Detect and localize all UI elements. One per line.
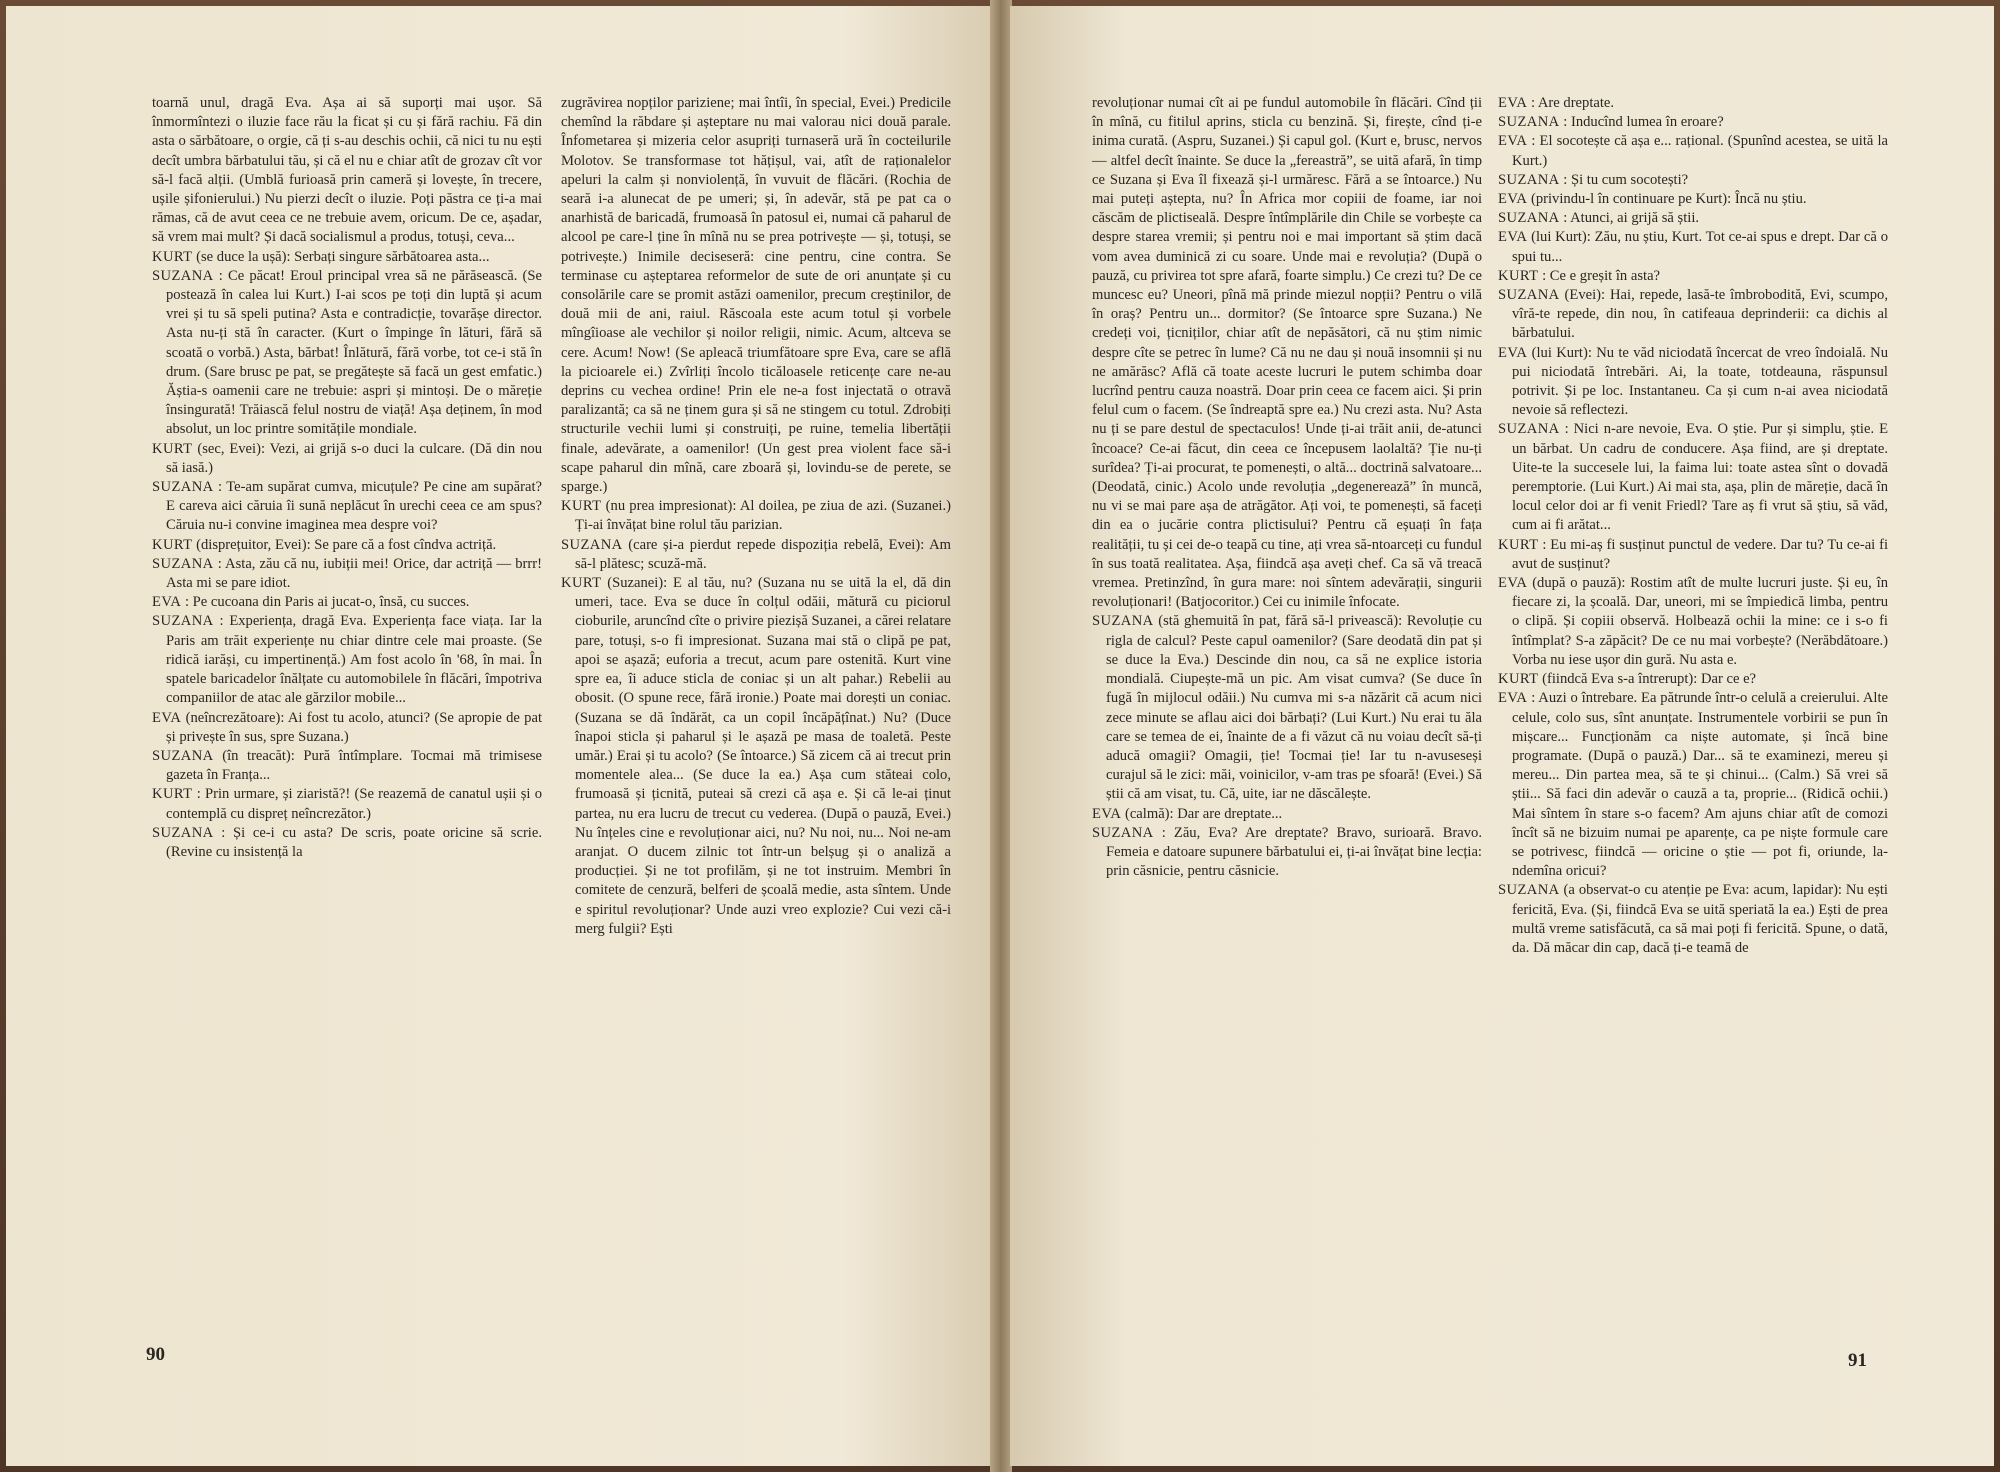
speaker-name: SUZANA (152, 613, 214, 630)
page-number-left: 90 (146, 1344, 165, 1365)
dialogue-paragraph (152, 536, 542, 555)
dialogue-text: : Auzi o întrebare. Ea pătrunde într-o celulă a creierului. Alte celule, colo sus, sînt anunțate. Instrumentele vorbirii se pun în mișcare... Funcționăm ca niște automate, și încă bine programate. (După o pauză.) Dar... să te examinezi, mereu și mereu... Din partea mea, să te și chinui... (Calm.) Să vrei să știi... Să faci din adevăr o cauză a ta, proprie... (Ridică ochii.) Mai sîntem în stare s-o facem? Am ajuns chiar atît de comozi încît să ne bizuim numai pe aparențe, ca pe niște formule care se potrivesc, fiindcă — oricine o știe — pot fi, oriunde, la-ndemîna oricui? (1512, 690, 1888, 880)
dialogue-paragraph (152, 709, 542, 747)
speaker-name: EVA (152, 709, 182, 726)
dialogue-text: : Ce e greșit în asta? (1542, 267, 1661, 284)
dialogue-text: (Suzanei): E al tău, nu? (Suzana nu se uită la el, dă din umeri, tace. Eva se duce în colțul odăii, mătură cu piciorul cioburile, aruncînd cîte o privire piezișă Suzanei, a cărei relatare pare, totuși, s-o fi impresionat. Suzana mai stă o clipă pe pat, apoi se așază; euforia a trecut, acum pare ostenită. Kurt vine spre ea, îi aduce sticla de coniac și un alt pahar.) Rebelii au obosit. (O spune rece, fără ironie.) Poate mai dorești un coniac. (Suzana se dă îndărăt, ca un copil încăpățînat.) Nu? (Duce înapoi sticla și paharul și le așază pe masa de toaletă. Peste umăr.) Erai și tu acolo? (Se întoarce.) Să zicem că ai trecut prin momentele alea... (Se duce la ea.) Așa cum stăteai colo, frumoasă și țicnită, puteai să crezi că așa e. Și că le-ai ținut partea, nu era lucru de trecut cu vederea. (După o pauză, Evei.) Nu înțeles cine e revoluționar aici, nu? Nu noi, nu... Noi ne-am aranjat. O ducem zilnic tot într-un belșug și o analiză a producției. Și ne tot profilăm, și ne tot instruim. Membri în comitete de cenzură, belferi de școală medie, asta sîntem. Unde e spiritul revoluționar? Unde auzi vreo explozie? Cui vezi că-i merg fulgii? Ești (575, 575, 951, 937)
speaker-name: EVA (1498, 191, 1528, 208)
left-page-column-1 (152, 94, 542, 862)
speaker-name: EVA (1498, 344, 1528, 361)
dialogue-text: : Pe cucoana din Paris ai jucat-o, însă, cu succes. (184, 594, 470, 611)
dialogue-paragraph (152, 612, 542, 708)
dialogue-paragraph (152, 555, 542, 593)
speaker-name: EVA (1498, 133, 1528, 150)
speaker-name: SUZANA (1498, 287, 1560, 304)
dialogue-text: : Zău, Eva? Are dreptate? Bravo, surioară. Bravo. Femeia e datoare supunere bărbatului ei, ți-ai învățat bine lecția: prin căsnicie, pentru căsnicie. (1106, 824, 1483, 880)
dialogue-text: : Prin urmare, și ziaristă?! (Se reazemă de canatul ușii și o contemplă cu dispreț neîncrezător.) (166, 786, 542, 822)
speaker-name: SUZANA (561, 536, 623, 553)
dialogue-paragraph (561, 536, 951, 574)
speaker-name: KURT (1498, 267, 1539, 284)
dialogue-text: revoluționar numai cît ai pe fundul automobile în flăcări. Cînd ții în mînă, cu fitilul aprins, sticla cu benzină. Și, firește, cînd ți-e inima curată. (Aspru, Suzanei.) Și capul gol. (Kurt e, brusc, nervos — altfel decît înainte. Se duce la „fereastră”, se uită afară, în timp ce Suzana și Eva îl fixează și-l urmăresc. Fără a se întoarce.) Nu mai puteți aștepta, nu? În Africa mor copiii de foame, iar noi căscăm de plictiseală. Despre întîmplările din Chile se vorbește ca despre starea vremii; și pentru noi e mai important să știm dacă vom avea duminică zi cu soare. Unde mai e revoluția? (După o pauză, cu privirea tot spre afară, foarte simplu.) Ce crezi tu? De ce muncesc eu? Uneori, pînă mă prinde miezul nopții? Pentru o vilă în oraș? Pentru un... dormitor? (Se întoarce spre Suzana.) Ne credeți voi, țicniților, chiar atît de nepăsători, că nu știm nimic despre cîte se petrec în lume? Că nu ne dau și nouă insomnii și nu ne amărăsc? Află că toate aceste lucruri le putem schimba doar lucrînd pentru cauza noastră. Doar prin ceea ce facem aici. Și prin felul cum o facem. (Se îndreaptă spre ea.) Nu crezi asta. Nu? Asta nu ți se pare destul de spectaculos! Unde ți-ai trăit anii, de-atunci încoace? Ce-ai făcut, din ceea ce începusem laolaltă? Ție nu-ți surîdea? Ți-ai procurat, te pomenești, o altă... doctrină salvatoare... (Deodată, cinic.) Acolo unde revoluția „degenerează” în muncă, nu vi se mai pare așa de atrăgător. Ați voi, te pomenești, să faceți din ea o jucărie contra plictisului? Pentru că eșuați în fața realității, tu și cei de-o teapă cu tine, ați vrea să-ntoarceți cu fundul în sus toată realitatea. Așa, fiindcă așa aveți chef. Ca să vă treacă vremea. Pretinzînd, în gura mare: noi sîntem adevărații, singurii revoluționari! (Batjocoritor.) Cei cu inimile înfocate. (1092, 95, 1482, 611)
dialogue-paragraph (152, 785, 542, 823)
speaker-name: KURT (561, 575, 602, 592)
dialogue-text: : Are dreptate. (1530, 95, 1615, 111)
dialogue-text: : Ce păcat! Eroul principal vrea să ne părăsească. (Se postează în calea lui Kurt.) I-ai scos pe toți din luptă și acum vrei și tu să speli putina? Asta e contradicție, tovarășe director. Asta nu-ți stă în caracter. (Kurt o împinge în lături, fără să scoată o vorbă.) Asta, bărbat! Înlătură, fără vorbe, tot ce-i stă în drum. (Sare brusc pe pat, se pregătește să facă un gest emfatic.) Ăștia-s oamenii care ne trebuie: aspri și mintoși. De o măreție însingurată! Trăiască felul nostru de viață! Așa deținem, în mod absolut, un loc printre somitățile mondiale. (166, 267, 542, 438)
dialogue-paragraph (1092, 94, 1482, 612)
dialogue-text: zugrăvirea nopților pariziene; mai întîi, în special, Evei.) Predicile chemînd la răbdare și așteptare nu mai valorau nici două parale. Înfometarea și mizeria celor asupriți turnaseră ură în cocteilurile Molotov. Se transformase tot hățișul, vai, atît de raționalelor apeluri la calm și nonviolență, în vuvuit de flăcări. (Rochia de seară i-a alunecat de pe umeri; și, în adevăr, stă pe pat ca o anarhistă de baricadă, frumoasă în patosul ei, numai că paharul de alcool pe care-l ține în mînă nu se prea potrivește — și, totuși, se potrivește.) Inimile deciseseră: cine pentru, cine contra. Se terminase cu așteptarea reformelor de sute de ori anunțate și cu consolările care se promit astăzi oamenilor, precum creștinilor, de două mii de ani, raiul. Răscoala este acum totul și vorbele mîngîioase ale vechilor și noilor religii, nimic. Acum, altceva se cere. Acum! Now! (Se apleacă triumfătoare spre Eva, care se află la picioarele ei.) Zvîrliți încolo ticăloasele reticențe care ne-au deprins cu vechea ordine! Prin ele ne-a fost injectată o otravă paralizantă; ca să ne ținem gura și să ne stingem cu totul. Zdrobiți structurile vechii lumi și construiți, pe ruine, temelia libertății finale, adevărate, a oamenilor! (Un gest prea violent face să-i scape paharul din mînă, care zboară și, lovindu-se de perete, se sparge.) (561, 95, 951, 496)
dialogue-paragraph (1498, 228, 1888, 266)
speaker-name: SUZANA (152, 479, 214, 496)
dialogue-text: : Asta, zău că nu, iubiții mei! Orice, dar actriță — brrr! Asta mi se pare idiot. (166, 555, 542, 592)
dialogue-text: (nu prea impresionat): Al doilea, pe ziua de azi. (Suzanei.) Ți-ai învățat bine rolul tău parizian. (575, 498, 951, 534)
dialogue-paragraph (152, 747, 542, 785)
dialogue-text: (după o pauză): Rostim atît de multe lucruri juste. Și eu, în fiecare zi, la școală. Dar, uneori, mi se împiedică limba, pentru o clipă. Și copiii observă. Holbează ochii la mine: ce i s-o fi întîmplat? S-a zăpăcit? De ce nu mai vorbește? (Nerăbdătoare.) Vorba nu iese ușor din gură. Nu asta e. (1512, 575, 1888, 668)
dialogue-paragraph (1498, 113, 1888, 132)
dialogue-paragraph (1498, 420, 1888, 535)
dialogue-paragraph (1498, 670, 1888, 689)
dialogue-text: (calmă): Dar are dreptate... (1124, 805, 1283, 822)
dialogue-paragraph (1498, 344, 1888, 421)
dialogue-paragraph (561, 94, 951, 497)
speaker-name: EVA (1498, 575, 1528, 592)
right-page-column-1 (1092, 94, 1482, 881)
dialogue-paragraph (152, 440, 542, 478)
speaker-name: EVA (1498, 229, 1528, 246)
dialogue-paragraph (1498, 209, 1888, 228)
speaker-name: EVA (152, 594, 182, 611)
dialogue-text: toarnă unul, dragă Eva. Așa ai să suporți mai ușor. Să înmormîntezi o iluzie face rău la ficat și cu și fără rachiu. Fă din asta o sărbătoare, o orgie, că ți s-au deschis ochii, că nici tu nu ești decît umbra bărbatului tău, și că el nu e chiar atît de grozav cît vor să-l facă alții. (Umblă furioasă prin cameră și lovește, în trecere, ușile șifonierului.) Nu pierzi decît o iluzie. Poți păstra ce ți-a mai rămas, că de avut ceea ce ne trebuie avem, oricum. De ce, așadar, să vrem mai mult? Și dacă socialismul a produs, totuși, ceva... (152, 95, 542, 246)
speaker-name: SUZANA (1498, 210, 1560, 227)
dialogue-paragraph (1498, 574, 1888, 670)
dialogue-paragraph (1498, 689, 1888, 881)
speaker-name: EVA (1498, 95, 1528, 111)
left-page (6, 6, 992, 1466)
dialogue-paragraph (1498, 286, 1888, 344)
speaker-name: SUZANA (152, 747, 214, 764)
speaker-name: SUZANA (152, 555, 214, 572)
speaker-name: SUZANA (1498, 421, 1560, 438)
speaker-name: EVA (1498, 690, 1528, 707)
dialogue-paragraph (1498, 171, 1888, 190)
dialogue-paragraph (152, 94, 542, 248)
dialogue-text: (fiindcă Eva s-a întrerupt): Dar ce e? (1542, 671, 1757, 688)
dialogue-paragraph (1498, 536, 1888, 574)
dialogue-paragraph (152, 824, 542, 862)
speaker-name: KURT (1498, 536, 1539, 553)
speaker-name: KURT (152, 536, 193, 553)
dialogue-text: (sec, Evei): Vezi, ai grijă s-o duci la culcare. (Dă din nou să iasă.) (166, 440, 542, 476)
speaker-name: KURT (152, 248, 193, 265)
speaker-name: SUZANA (1498, 114, 1560, 131)
speaker-name: SUZANA (152, 824, 214, 841)
dialogue-paragraph (152, 267, 542, 440)
dialogue-paragraph (1498, 190, 1888, 209)
dialogue-paragraph (1092, 805, 1482, 824)
speaker-name: EVA (1092, 805, 1122, 822)
speaker-name: SUZANA (1498, 882, 1560, 899)
dialogue-text: (care și-a pierdut repede dispoziția rebelă, Evei): Am să-l plătesc; scuză-mă. (575, 536, 951, 572)
speaker-name: KURT (152, 440, 193, 457)
dialogue-text: : Și ce-i cu asta? De scris, poate oricine să scrie. (Revine cu insistență la (166, 824, 542, 860)
dialogue-text: : Și tu cum socotești? (1563, 171, 1689, 188)
page-number-right: 91 (1848, 1350, 1867, 1371)
right-page-column-2 (1498, 94, 1888, 958)
dialogue-paragraph (1092, 612, 1482, 804)
dialogue-text: (disprețuitor, Evei): Se pare că a fost cîndva actriță. (196, 536, 497, 553)
dialogue-paragraph (1092, 824, 1482, 882)
speaker-name: KURT (152, 786, 193, 803)
speaker-name: KURT (1498, 671, 1539, 688)
dialogue-text: : Nici n-are nevoie, Eva. O știe. Pur și simplu, știe. E un bărbat. Un cadru de conducere. Așa fiind, are și dreptate. Uite-te la succesele lui, la faima lui: toate astea sînt o dovadă peremptorie. (Lui Kurt.) Ai mai sta, așa, plin de măreție, dacă în locul celor doi ar fi venit Friedl? Tare aș fi vrut să știu, să văd, cum ai fi arătat... (1512, 421, 1889, 534)
dialogue-paragraph (152, 478, 542, 536)
dialogue-text: (se duce la ușă): Serbați singure sărbătoarea asta... (196, 248, 490, 265)
dialogue-text: : Experiența, dragă Eva. Experiența face viața. Iar la Paris am trăit experiențe nu chiar dintre cele mai proaste. (Se ridică iarăși, cu impertinență.) Am fost acolo în '68, în mai. În spatele baricadelor înălțate cu automobilele în flăcări, împotriva companiilor de atac ale gărzilor mobile... (166, 613, 542, 707)
dialogue-paragraph (152, 593, 542, 612)
dialogue-text: (stă ghemuită în pat, fără să-l privească): Revoluție cu rigla de calcul? Peste capul oamenilor? (Sare deodată din pat și se duce la Eva.) Descinde din nou, ca să ne explice istoria mondială. Ciupește-mă un pic. Am visat cumva? (Se duce în fugă în mijlocul odăii.) Nu cumva mi s-a năzărit că acum nici zece minute se aflau aici doi bărbați? (Lui Kurt.) Nu erai tu ăla care se temea de ei, înainte de a fi văzut că nu voiau decît să-ți aducă omagii? Omagii, ție! Tocmai ție! Iar tu n-avuseseși curajul să le zici: măi, voinicilor, v-am tras pe sfoară! (Evei.) Să știi că am visat, tu. Că, uite, iar ne dăscălește. (1106, 613, 1483, 803)
dialogue-text: : Te-am supărat cumva, micuțule? Pe cine am supărat? E careva aici căruia îi sună neplăcut în urechi ceea ce am spus? Căruia nu-i convine imaginea mea despre voi? (166, 479, 543, 534)
dialogue-text: (a observat-o cu atenție pe Eva: acum, lapidar): Nu ești fericită, Eva. (Și, fiindcă Eva se uită speriată la ea.) Ești de prea multă vreme satisfăcută, ca să mai poți fi fericită. Spune, o dată, da. Dă măcar din cap, dacă ți-e teamă de (1512, 882, 1888, 956)
dialogue-paragraph (1498, 94, 1888, 113)
dialogue-text: : Inducînd lumea în eroare? (1563, 114, 1724, 131)
dialogue-text: (lui Kurt): Zău, nu știu, Kurt. Tot ce-ai spus e drept. Dar că o spui tu... (1512, 229, 1888, 265)
dialogue-paragraph (1498, 881, 1888, 958)
dialogue-text: : Eu mi-aș fi susținut punctul de vedere. Dar tu? Tu ce-ai fi avut de susținut? (1512, 536, 1889, 572)
speaker-name: SUZANA (152, 267, 214, 284)
dialogue-text: : El socotește că așa e... rațional. (Spunînd acestea, se uită la Kurt.) (1512, 133, 1888, 169)
speaker-name: KURT (561, 498, 602, 515)
dialogue-text: : Atunci, ai grijă să știi. (1563, 210, 1700, 227)
left-page-column-2 (561, 94, 951, 939)
speaker-name: SUZANA (1092, 613, 1154, 630)
book-gutter (990, 0, 1012, 1472)
dialogue-paragraph (152, 248, 542, 267)
speaker-name: SUZANA (1092, 824, 1154, 841)
dialogue-text: (Evei): Hai, repede, lasă-te îmbrobodită, Evi, scumpo, vîră-te repede, din nou, în catifeaua deprinderii: ca dichis al bărbatului. (1512, 287, 1888, 342)
dialogue-paragraph (1498, 132, 1888, 170)
dialogue-text: (lui Kurt): Nu te văd niciodată încercat de vreo îndoială. Nu pui niciodată întrebări. Ai, la toate, totdeauna, răspunsul potrivit. Și pe loc. Instantaneu. Ca și cum n-ai avea niciodată nevoie să reflectezi. (1512, 344, 1889, 419)
dialogue-text: (în treacăt): Pură întîmplare. Tocmai mă trimisese gazeta în Franța... (166, 747, 542, 784)
dialogue-text: (privindu-l în continuare pe Kurt): Încă nu știu. (1530, 191, 1807, 208)
right-page (1010, 6, 1994, 1466)
dialogue-paragraph (561, 574, 951, 939)
dialogue-paragraph (1498, 267, 1888, 286)
dialogue-text: (neîncrezătoare): Ai fost tu acolo, atunci? (Se apropie de pat și privește în sus, spre Suzana.) (166, 709, 542, 745)
speaker-name: SUZANA (1498, 171, 1560, 188)
dialogue-paragraph (561, 497, 951, 535)
